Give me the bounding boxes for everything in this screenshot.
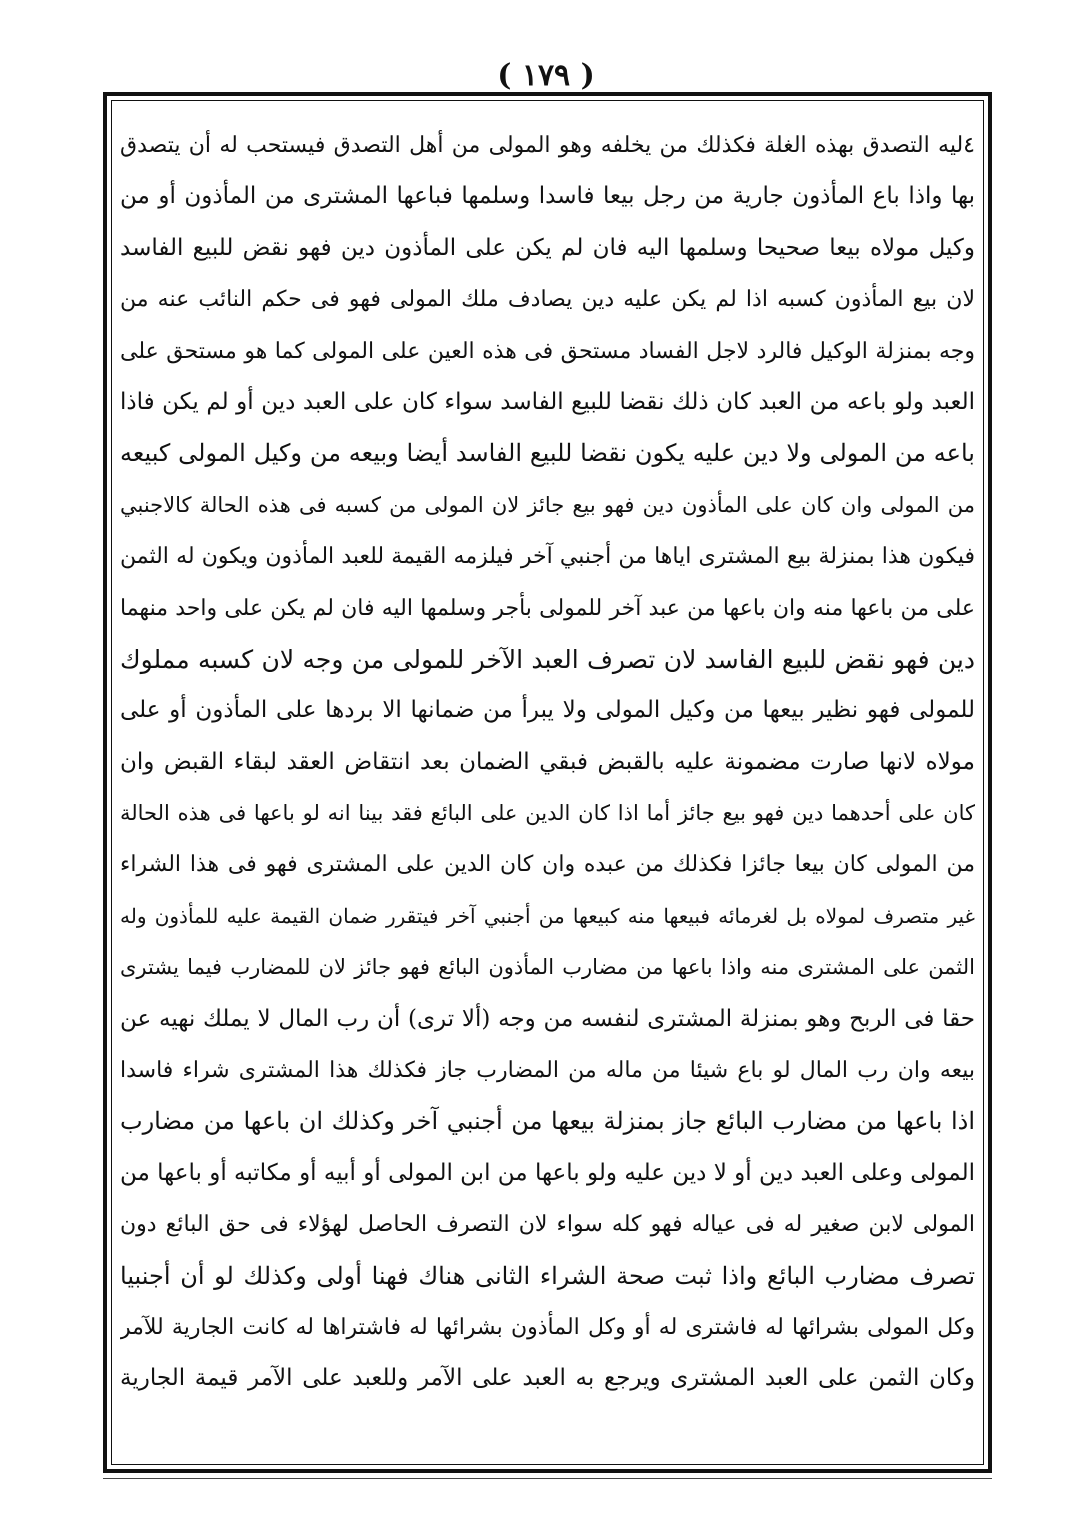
- text-line: تصرف مضارب البائع واذا ثبت صحة الشراء الثانى هناك فهنا أولى وكذلك لو أن أجنبيا: [120, 1261, 975, 1290]
- text-line: وكيل مولاه بيعا صحيحا وسلمها اليه فان لم يكن على المأذون دين فهو نقض للبيع الفاسد: [120, 234, 975, 261]
- text-line: مولاه لانها صارت مضمونة عليه بالقبض فبقي الضمان بعد انتقاض العقد لبقاء القبض وان: [120, 748, 975, 775]
- text-line: وكل المولى بشرائها له فاشترى له أو وكل المأذون بشرائها له فاشتراها له كانت الجارية للآمر: [120, 1314, 975, 1340]
- text-line: بها واذا باع المأذون جارية من رجل بيعا فاسدا وسلمها فباعها المشترى من المأذون أو من: [120, 183, 975, 210]
- text-line: العبد ولو باعه من العبد كان ذلك نقضا للبيع الفاسد سواء كان على العبد دين أو لم يكن فاذا: [120, 388, 975, 415]
- text-line: للمولى فهو نظير بيعها من وكيل المولى ولا يبرأ من ضمانها الا بردها على المأذون أو على: [120, 697, 975, 724]
- text-line: وكان الثمن على العبد المشترى ويرجع به العبد على الآمر وللعبد على الآمر قيمة الجارية: [120, 1365, 975, 1392]
- text-line: على من باعها منه وان باعها من عبد آخر للمولى بأجر وسلمها اليه فان لم يكن على واحد منهما: [120, 595, 975, 621]
- body-text: [120, 120, 975, 1405]
- text-line: من المولى وان كان على المأذون دين فهو بيع جائز لان المولى من كسبه فى هذه الحالة كالاجنبي: [120, 492, 975, 517]
- text-line: دين فهو نقض للبيع الفاسد لان تصرف العبد الآخر للمولى من وجه لان كسبه مملوك: [120, 644, 975, 674]
- text-line: لان بيع المأذون كسبه اذا لم يكن عليه دين يصادف ملك المولى فهو فى حكم النائب عنه من: [120, 287, 975, 313]
- text-line: كان على أحدهما دين فهو بيع جائز أما اذا كان الدين على البائع فقد بينا انه لو باعها فى هذه الحالة: [120, 801, 975, 826]
- text-line: وجه بمنزلة الوكيل فالرد لاجل الفساد مستحق فى هذه العين على المولى كما هو مستحق على: [120, 338, 975, 364]
- bottom-rule: [103, 1478, 992, 1479]
- text-line: اذا باعها من مضارب البائع جاز بمنزلة بيعها من أجنبي آخر وكذلك ان باعها من مضارب: [120, 1107, 975, 1136]
- text-line: فيكون هذا بمنزلة بيع المشترى اياها من أجنبي آخر فيلزمه القيمة للعبد المأذون ويكون له الثمن: [120, 544, 975, 570]
- text-line: حقا فى الربح وهو بمنزلة المشترى لنفسه من وجه (ألا ترى) أن رب المال لا يملك نهيه عن: [120, 1005, 975, 1032]
- text-line: من المولى كان بيعا جائزا فكذلك من عبده وان كان الدين على المشترى فهو فى هذا الشراء: [120, 852, 975, 878]
- text-line: باعه من المولى ولا دين عليه يكون نقضا للبيع الفاسد أيضا وبيعه من وكيل المولى كبيعه: [120, 439, 975, 468]
- text-line: بيعه وان رب المال لو باع شيئا من ماله من المضارب جاز فكذلك هذا المشترى شراء فاسدا: [120, 1058, 975, 1084]
- text-line: المولى لابن صغير له فى عياله فهو كله سواء لان التصرف الحاصل لهؤلاء فى حق البائع دون: [120, 1212, 975, 1238]
- text-line: المولى وعلى العبد دين أو لا دين عليه ولو باعها من ابن المولى أو أبيه أو مكاتبه أو باعها من: [120, 1159, 975, 1186]
- text-line: غير متصرف لمولاه بل لغرمائه فبيعها منه كبيعها من أجنبي آخر فيتقرر ضمان القيمة عليه للمأذون وله: [120, 903, 975, 928]
- page-number: ( ١٧٩ ): [497, 58, 595, 93]
- text-line: الثمن على المشترى منه واذا باعها من مضارب المأذون البائع فهو جائز لان للمضارب فيما يشترى: [120, 955, 975, 980]
- text-line: ٤ليه التصدق بهذه الغلة فكذلك من يخلفه وهو المولى من أهل التصدق فيستحب له أن يتصدق: [120, 133, 975, 158]
